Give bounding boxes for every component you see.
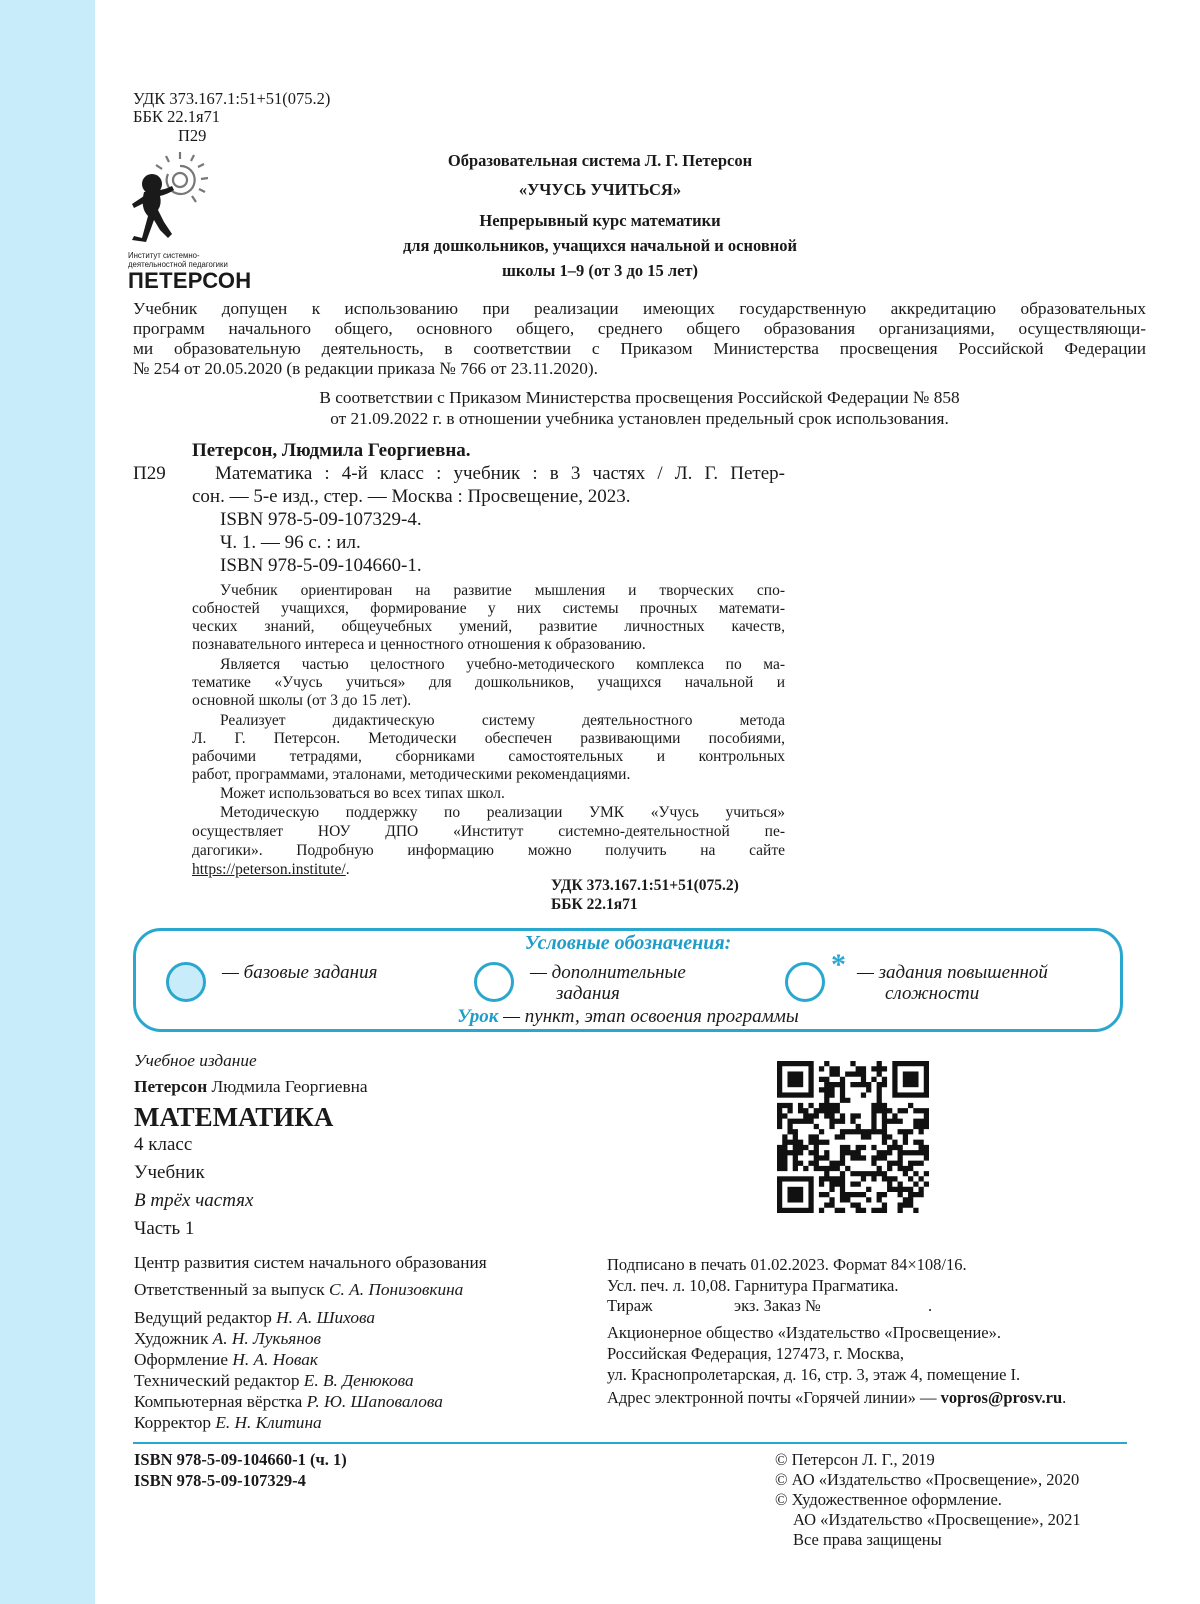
basic-task-circle-icon [166, 962, 206, 1002]
hotline-end: . [1062, 1388, 1067, 1407]
copyright-design: © Художественное оформление. [775, 1490, 1002, 1509]
annotation-line-14: осуществляет НОУ ДПО «Институт системно-деятельностной пе- [192, 823, 785, 840]
annotation-line-6: тематике «Учусь учиться» для дошкольников, учащихся начальной и [192, 674, 785, 691]
series-line-5: школы 1–9 (от 3 до 15 лет) [501, 261, 699, 280]
annotation-line-5: Является частью целостного учебно-методического комплекса по ма- [220, 656, 785, 673]
catalog-isbn-2: ISBN 978-5-09-104660-1. [220, 555, 422, 576]
annotation-line-3: ческих знаний, общеучебных умений, развитие личностных качеств, [192, 618, 785, 635]
edition-author-rest: Людмила Георгиевна [207, 1077, 368, 1096]
credits-tech-name: Е. В. Денюкова [303, 1371, 414, 1390]
annotation-line-8: Реализует дидактическую систему деятельностного метода [220, 712, 785, 729]
approval-line-3: ми образовательную деятельность, в соответствии с Приказом Министерства просвещения Российской Федерации [133, 339, 1146, 358]
credits-layout [134, 1392, 443, 1412]
logo-institute-line2: деятельностной педагогики [128, 260, 228, 269]
footer-isbn-1: ISBN 978-5-09-104660-1 (ч. 1) [134, 1450, 347, 1469]
approval-line-6: от 21.09.2022 г. в отношении учебника установлен предельный срок использования. [330, 409, 949, 428]
print-sheets: Усл. печ. л. 10,08. Гарнитура Прагматика. [607, 1276, 899, 1295]
credits-design-label: Оформление [134, 1350, 233, 1369]
annotation-line-15: дагогики». Подробную информацию можно получить на сайте [192, 842, 785, 859]
catalog-code: П29 [133, 463, 166, 484]
credits-artist-label: Художник [134, 1329, 213, 1348]
left-margin-band [0, 0, 95, 1604]
legend-lesson-word: Урок [457, 1006, 499, 1027]
print-order-end: . [928, 1296, 933, 1315]
publisher-address-2: ул. Краснопролетарская, д. 16, стр. 3, этаж 4, помещение I. [607, 1365, 1021, 1384]
credits-proof-name: Е. Н. Клитина [215, 1413, 322, 1432]
bbk-code: ББК 22.1я71 [133, 107, 221, 126]
credits-responsible-label: Ответственный за выпуск [134, 1280, 330, 1299]
edition-kind: Учебник [134, 1162, 205, 1183]
credits-artist [134, 1329, 321, 1349]
hotline-label: Адрес электронной почты «Горячей линии» — [607, 1388, 941, 1407]
approval-line-1: Учебник допущен к использованию при реализации имеющих государственную аккредитацию образовательных [133, 299, 1146, 318]
peterson-logo [128, 150, 258, 293]
hotline-email[interactable]: vopros@prosv.ru [940, 1388, 1063, 1407]
series-line-4: для дошкольников, учащихся начальной и основной [402, 236, 798, 255]
annotation-line-1: Учебник ориентирован на развитие мышления и творческих спо- [220, 582, 785, 599]
legend-lesson-rest: — пункт, этап освоения программы [498, 1006, 799, 1027]
series-line-1: Образовательная система Л. Г. Петерсон [447, 151, 753, 170]
annotation-line-4: познавательного интереса и ценностного отношения к образованию. [192, 636, 646, 653]
annotation-udk: УДК 373.167.1:51+51(075.2) [551, 877, 739, 894]
logo-institute-line1: Институт системно- [128, 251, 200, 260]
qr-code-icon [777, 1061, 929, 1213]
annotation-line-12: Может использоваться во всех типах школ. [220, 785, 505, 802]
rights-reserved: Все права защищены [793, 1530, 942, 1549]
peterson-website-link[interactable]: https://peterson.institute/ [192, 861, 346, 878]
edition-part: Часть 1 [134, 1218, 195, 1239]
annotation-link-line [192, 861, 350, 879]
catalog-isbn-1: ISBN 978-5-09-107329-4. [220, 509, 422, 530]
credits-layout-name: Р. Ю. Шаповалова [306, 1392, 443, 1411]
annotation-line-9: Л. Г. Петерсон. Методически обеспечен развивающими пособиями, [192, 730, 785, 747]
publisher-name: Акционерное общество «Издательство «Просвещение». [607, 1323, 1002, 1342]
legend-lesson [133, 1006, 1123, 1028]
hotline-email-line [607, 1388, 1066, 1408]
legend-title: Условные обозначения: [524, 932, 732, 954]
annotation-line-10: рабочими тетрадями, сборниками самостоятельных и контрольных [192, 748, 785, 765]
footer-divider [133, 1442, 1127, 1444]
credits-design [134, 1350, 318, 1370]
credits-proof-label: Корректор [134, 1413, 216, 1432]
print-order-label: экз. Заказ № [734, 1296, 821, 1315]
legend-extra-1: — дополнительные [530, 962, 686, 983]
hard-task-circle-icon [785, 962, 825, 1002]
catalog-pages: Ч. 1. — 96 с. : ил. [220, 532, 361, 553]
approval-line-4: № 254 от 20.05.2020 (в редакции приказа № 766 от 23.11.2020). [133, 359, 598, 378]
edition-grade: 4 класс [134, 1134, 193, 1155]
credits-responsible [134, 1280, 463, 1300]
edition-author [134, 1077, 368, 1097]
publisher-address-1: Российская Федерация, 127473, г. Москва, [607, 1344, 904, 1363]
annotation-bbk: ББК 22.1я71 [551, 896, 638, 913]
credits-lead-editor [134, 1308, 375, 1328]
legend-basic: — базовые задания [222, 962, 378, 983]
link-suffix: . [345, 861, 350, 878]
copyright-author: © Петерсон Л. Г., 2019 [775, 1450, 935, 1469]
approval-line-2: программ начального общего, основного общего, среднего общего образования организациями, осуществляющи- [133, 319, 1146, 338]
credits-artist-name: А. Н. Лукьянов [212, 1329, 322, 1348]
edition-type: Учебное издание [134, 1051, 257, 1070]
edition-author-last: Петерсон [134, 1077, 208, 1096]
running-child-sun-icon [128, 150, 258, 250]
qr-code[interactable] [777, 1061, 929, 1213]
approval-line-5: В соответствии с Приказом Министерства просвещения Российской Федерации № 858 [319, 388, 960, 407]
legend-hard-2: сложности [885, 983, 980, 1004]
credits-lead-name: Н. А. Шихова [276, 1308, 376, 1327]
udk-code: УДК 373.167.1:51+51(075.2) [133, 89, 331, 108]
credits-proofreader [134, 1413, 322, 1433]
annotation-line-13: Методическую поддержку по реализации УМК «Учусь учиться» [220, 804, 785, 821]
credits-tech-editor [134, 1371, 414, 1391]
legend-extra-2: задания [556, 983, 620, 1004]
series-line-2: «УЧУСЬ УЧИТЬСЯ» [518, 180, 682, 199]
catalog-line-1: Математика : 4-й класс : учебник : в 3 частях / Л. Г. Петер- [215, 463, 785, 484]
logo-brand: ПЕТЕРСОН [128, 268, 252, 293]
credits-center: Центр развития систем начального образования [134, 1253, 487, 1272]
catalog-line-2: сон. — 5-е изд., стер. — Москва : Просвещение, 2023. [192, 486, 631, 507]
credits-responsible-name: С. А. Понизовкина [329, 1280, 464, 1299]
legend-hard-1: — задания повышенной [857, 962, 1048, 983]
credits-tech-label: Технический редактор [134, 1371, 304, 1390]
footer-isbn-2: ISBN 978-5-09-107329-4 [134, 1471, 306, 1490]
credits-design-name: Н. А. Новак [232, 1350, 318, 1369]
star-icon: * [831, 948, 846, 981]
annotation-line-2: собностей учащихся, формирование у них системы прочных математи- [192, 600, 785, 617]
print-signed: Подписано в печать 01.02.2023. Формат 84×108/16. [607, 1255, 967, 1274]
edition-title: МАТЕМАТИКА [134, 1102, 334, 1132]
print-run-label: Тираж [607, 1296, 653, 1315]
series-line-3: Непрерывный курс математики [479, 211, 721, 230]
author-mark: П29 [178, 126, 207, 145]
copyright-design-publisher: АО «Издательство «Просвещение», 2021 [793, 1510, 1081, 1529]
annotation-line-7: основной школы (от 3 до 15 лет). [192, 692, 412, 709]
catalog-author: Петерсон, Людмила Георгиевна. [192, 440, 471, 461]
edition-parts: В трёх частях [134, 1190, 254, 1211]
credits-layout-label: Компьютерная вёрстка [134, 1392, 307, 1411]
copyright-publisher: © АО «Издательство «Просвещение», 2020 [775, 1470, 1080, 1489]
credits-lead-label: Ведущий редактор [134, 1308, 277, 1327]
annotation-line-11: работ, программами, эталонами, методическими рекомендациями. [192, 766, 631, 783]
extra-task-circle-icon [474, 962, 514, 1002]
